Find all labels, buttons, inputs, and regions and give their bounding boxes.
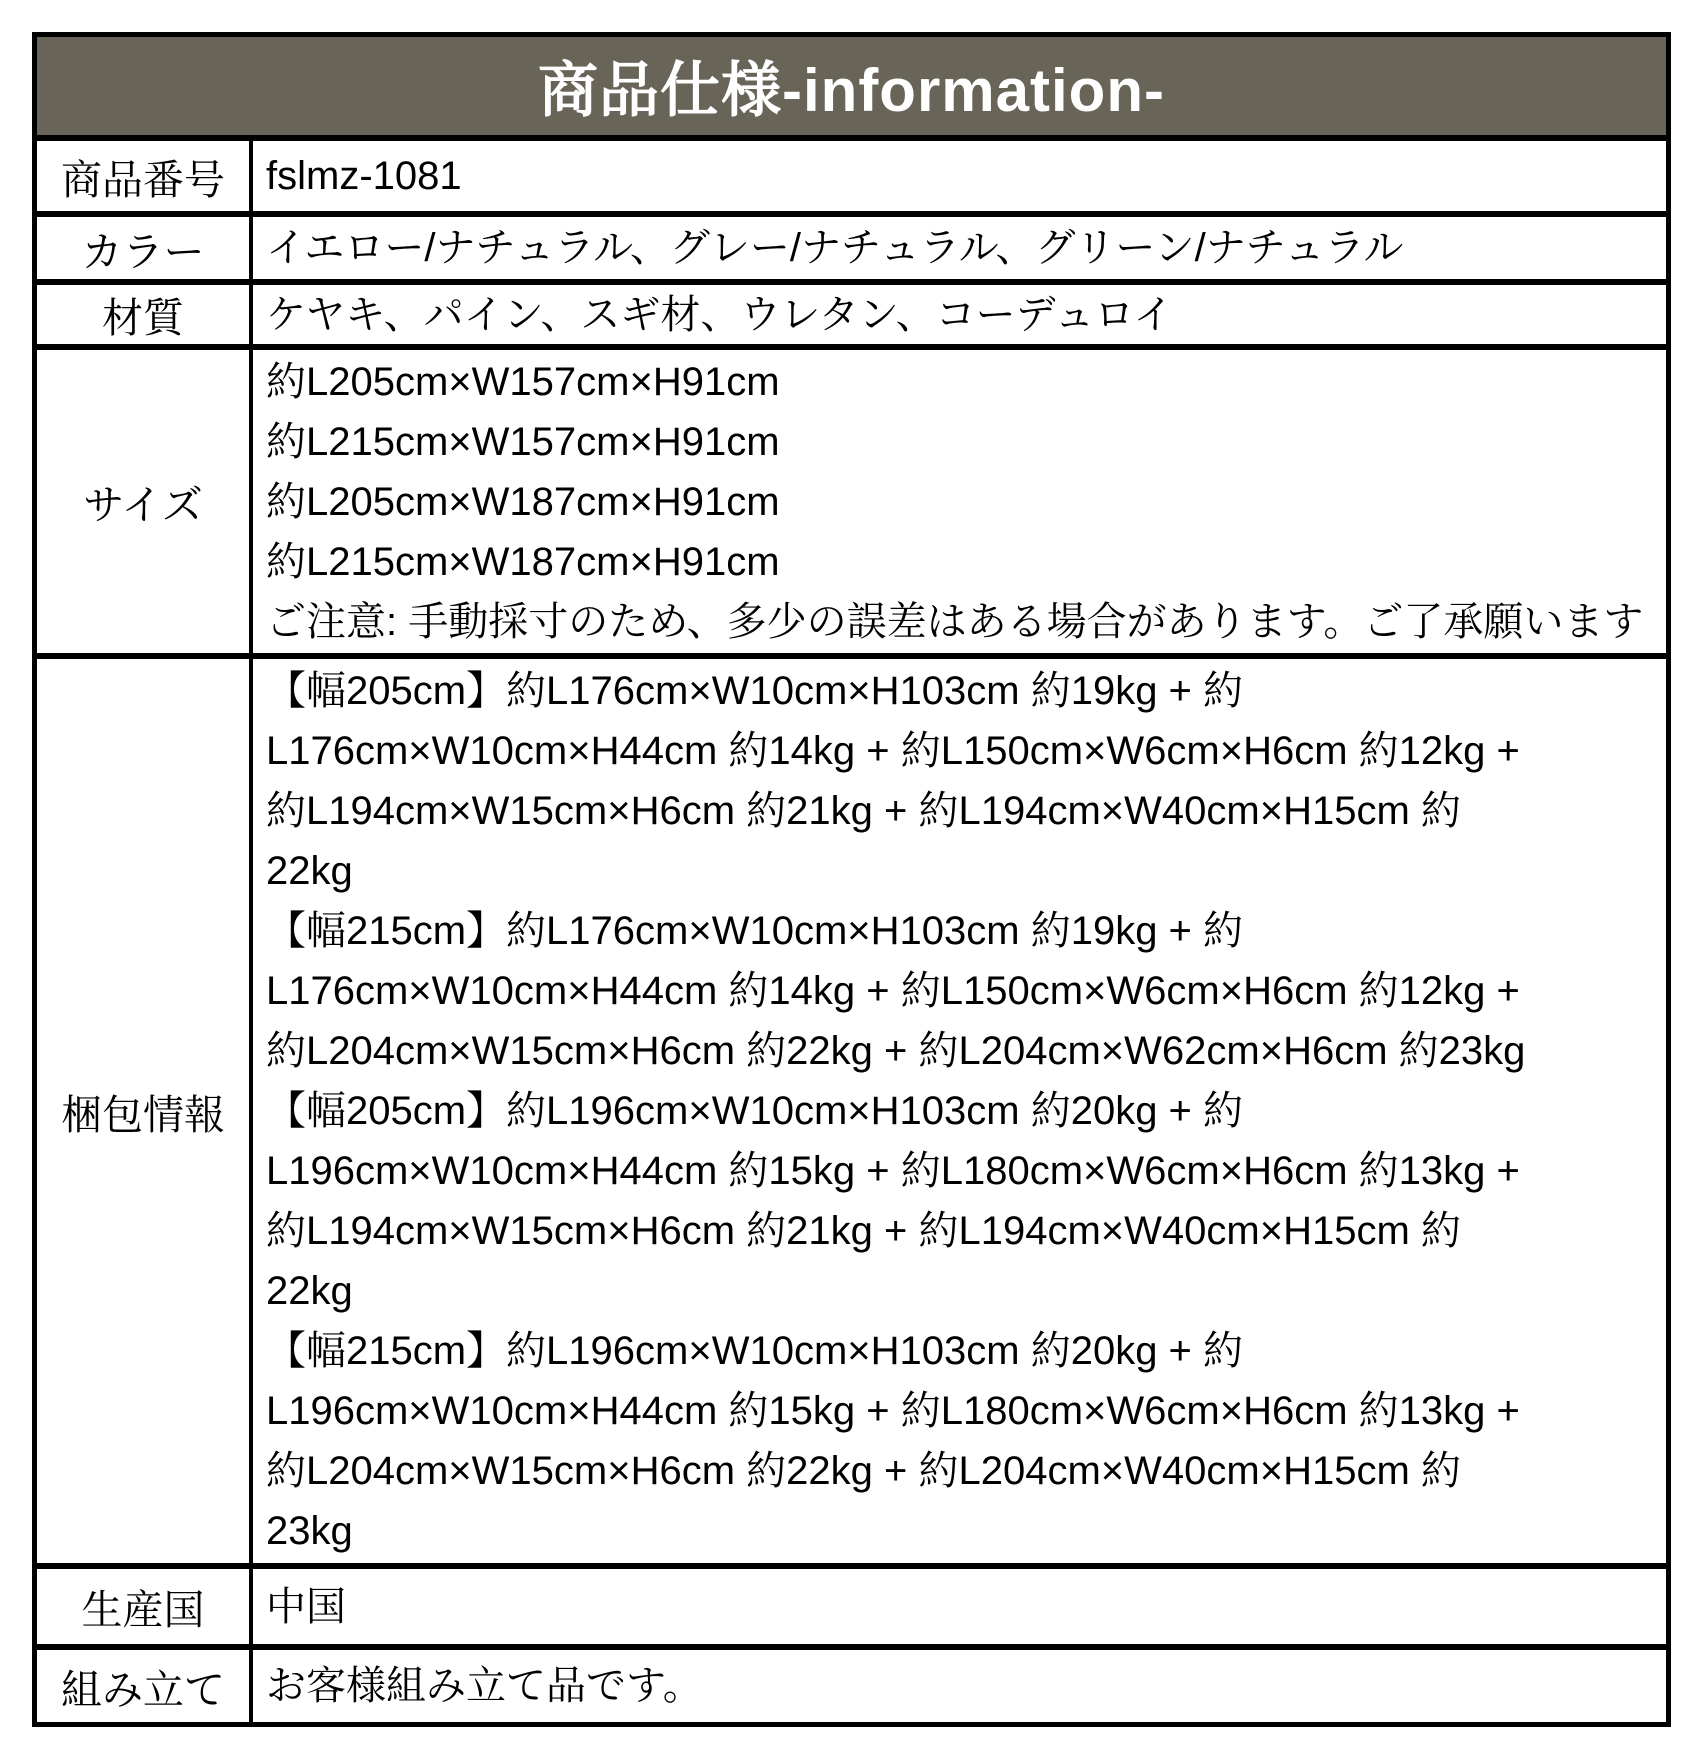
table-row — [37, 1650, 1666, 1722]
value-line: L196cm×W10cm×H44cm 約15kg + 約L180cm×W6cm×H6cm 約13kg + — [266, 1149, 1520, 1193]
table-row — [37, 141, 1666, 217]
value-line: 中国 — [266, 1584, 346, 1629]
table-row — [37, 350, 1666, 659]
value-line: ご注意: 手動採寸のため、多少の誤差はある場合があります。ご了承願います — [266, 599, 1644, 644]
value-line: 約L204cm×W15cm×H6cm 約22kg + 約L204cm×W40cm×H15cm 約 — [266, 1449, 1461, 1493]
table-row — [37, 285, 1666, 350]
row-value — [253, 141, 1666, 211]
row-value — [253, 285, 1666, 344]
row-label: 材質 — [37, 285, 253, 344]
row-label: サイズ — [37, 350, 253, 653]
table-row — [37, 1569, 1666, 1650]
value-line: 約L205cm×W187cm×H91cm — [266, 479, 780, 524]
value-line: 【幅205cm】約L196cm×W10cm×H103cm 約20kg + 約 — [266, 1089, 1244, 1133]
value-line: 23kg — [266, 1509, 353, 1553]
row-label: 生産国 — [37, 1569, 253, 1644]
row-value — [253, 1650, 1666, 1722]
value-line: 【幅215cm】約L196cm×W10cm×H103cm 約20kg + 約 — [266, 1329, 1244, 1373]
row-label: 組み立て — [37, 1650, 253, 1722]
value-line: ケヤキ、パイン、スギ材、ウレタン、コーデュロイ — [266, 292, 1174, 337]
table-body — [37, 141, 1666, 1722]
value-line: 約L215cm×W187cm×H91cm — [266, 539, 780, 584]
value-line: 【幅205cm】約L176cm×W10cm×H103cm 約19kg + 約 — [266, 669, 1244, 713]
value-line: 22kg — [266, 1269, 353, 1313]
value-line: 約L194cm×W15cm×H6cm 約21kg + 約L194cm×W40cm×H15cm 約 — [266, 1209, 1461, 1253]
value-line: L176cm×W10cm×H44cm 約14kg + 約L150cm×W6cm×H6cm 約12kg + — [266, 969, 1520, 1013]
value-line: L196cm×W10cm×H44cm 約15kg + 約L180cm×W6cm×H6cm 約13kg + — [266, 1389, 1520, 1433]
value-line: お客様組み立て品です。 — [266, 1664, 703, 1708]
value-line: 22kg — [266, 849, 353, 893]
table-row — [37, 217, 1666, 285]
row-label: 梱包情報 — [37, 659, 253, 1563]
row-label: 商品番号 — [37, 141, 253, 211]
value-line: イエロー/ナチュラル、グレー/ナチュラル、グリーン/ナチュラル — [266, 226, 1404, 270]
value-line: 【幅215cm】約L176cm×W10cm×H103cm 約19kg + 約 — [266, 909, 1244, 953]
row-value — [253, 1569, 1666, 1644]
table-row — [37, 659, 1666, 1569]
value-line: L176cm×W10cm×H44cm 約14kg + 約L150cm×W6cm×H6cm 約12kg + — [266, 729, 1520, 773]
value-line: 約L205cm×W157cm×H91cm — [266, 359, 780, 404]
row-value — [253, 659, 1666, 1563]
table-title: 商品仕様-information- — [37, 37, 1666, 141]
value-line: 約L194cm×W15cm×H6cm 約21kg + 約L194cm×W40cm×H15cm 約 — [266, 789, 1461, 833]
product-spec-table — [32, 32, 1671, 1727]
row-label: カラー — [37, 217, 253, 279]
value-line: 約L204cm×W15cm×H6cm 約22kg + 約L204cm×W62cm×H6cm 約23kg — [266, 1029, 1526, 1073]
value-line: 約L215cm×W157cm×H91cm — [266, 419, 780, 464]
value-line: fslmz-1081 — [266, 154, 462, 198]
row-value — [253, 217, 1666, 279]
row-value — [253, 350, 1666, 653]
